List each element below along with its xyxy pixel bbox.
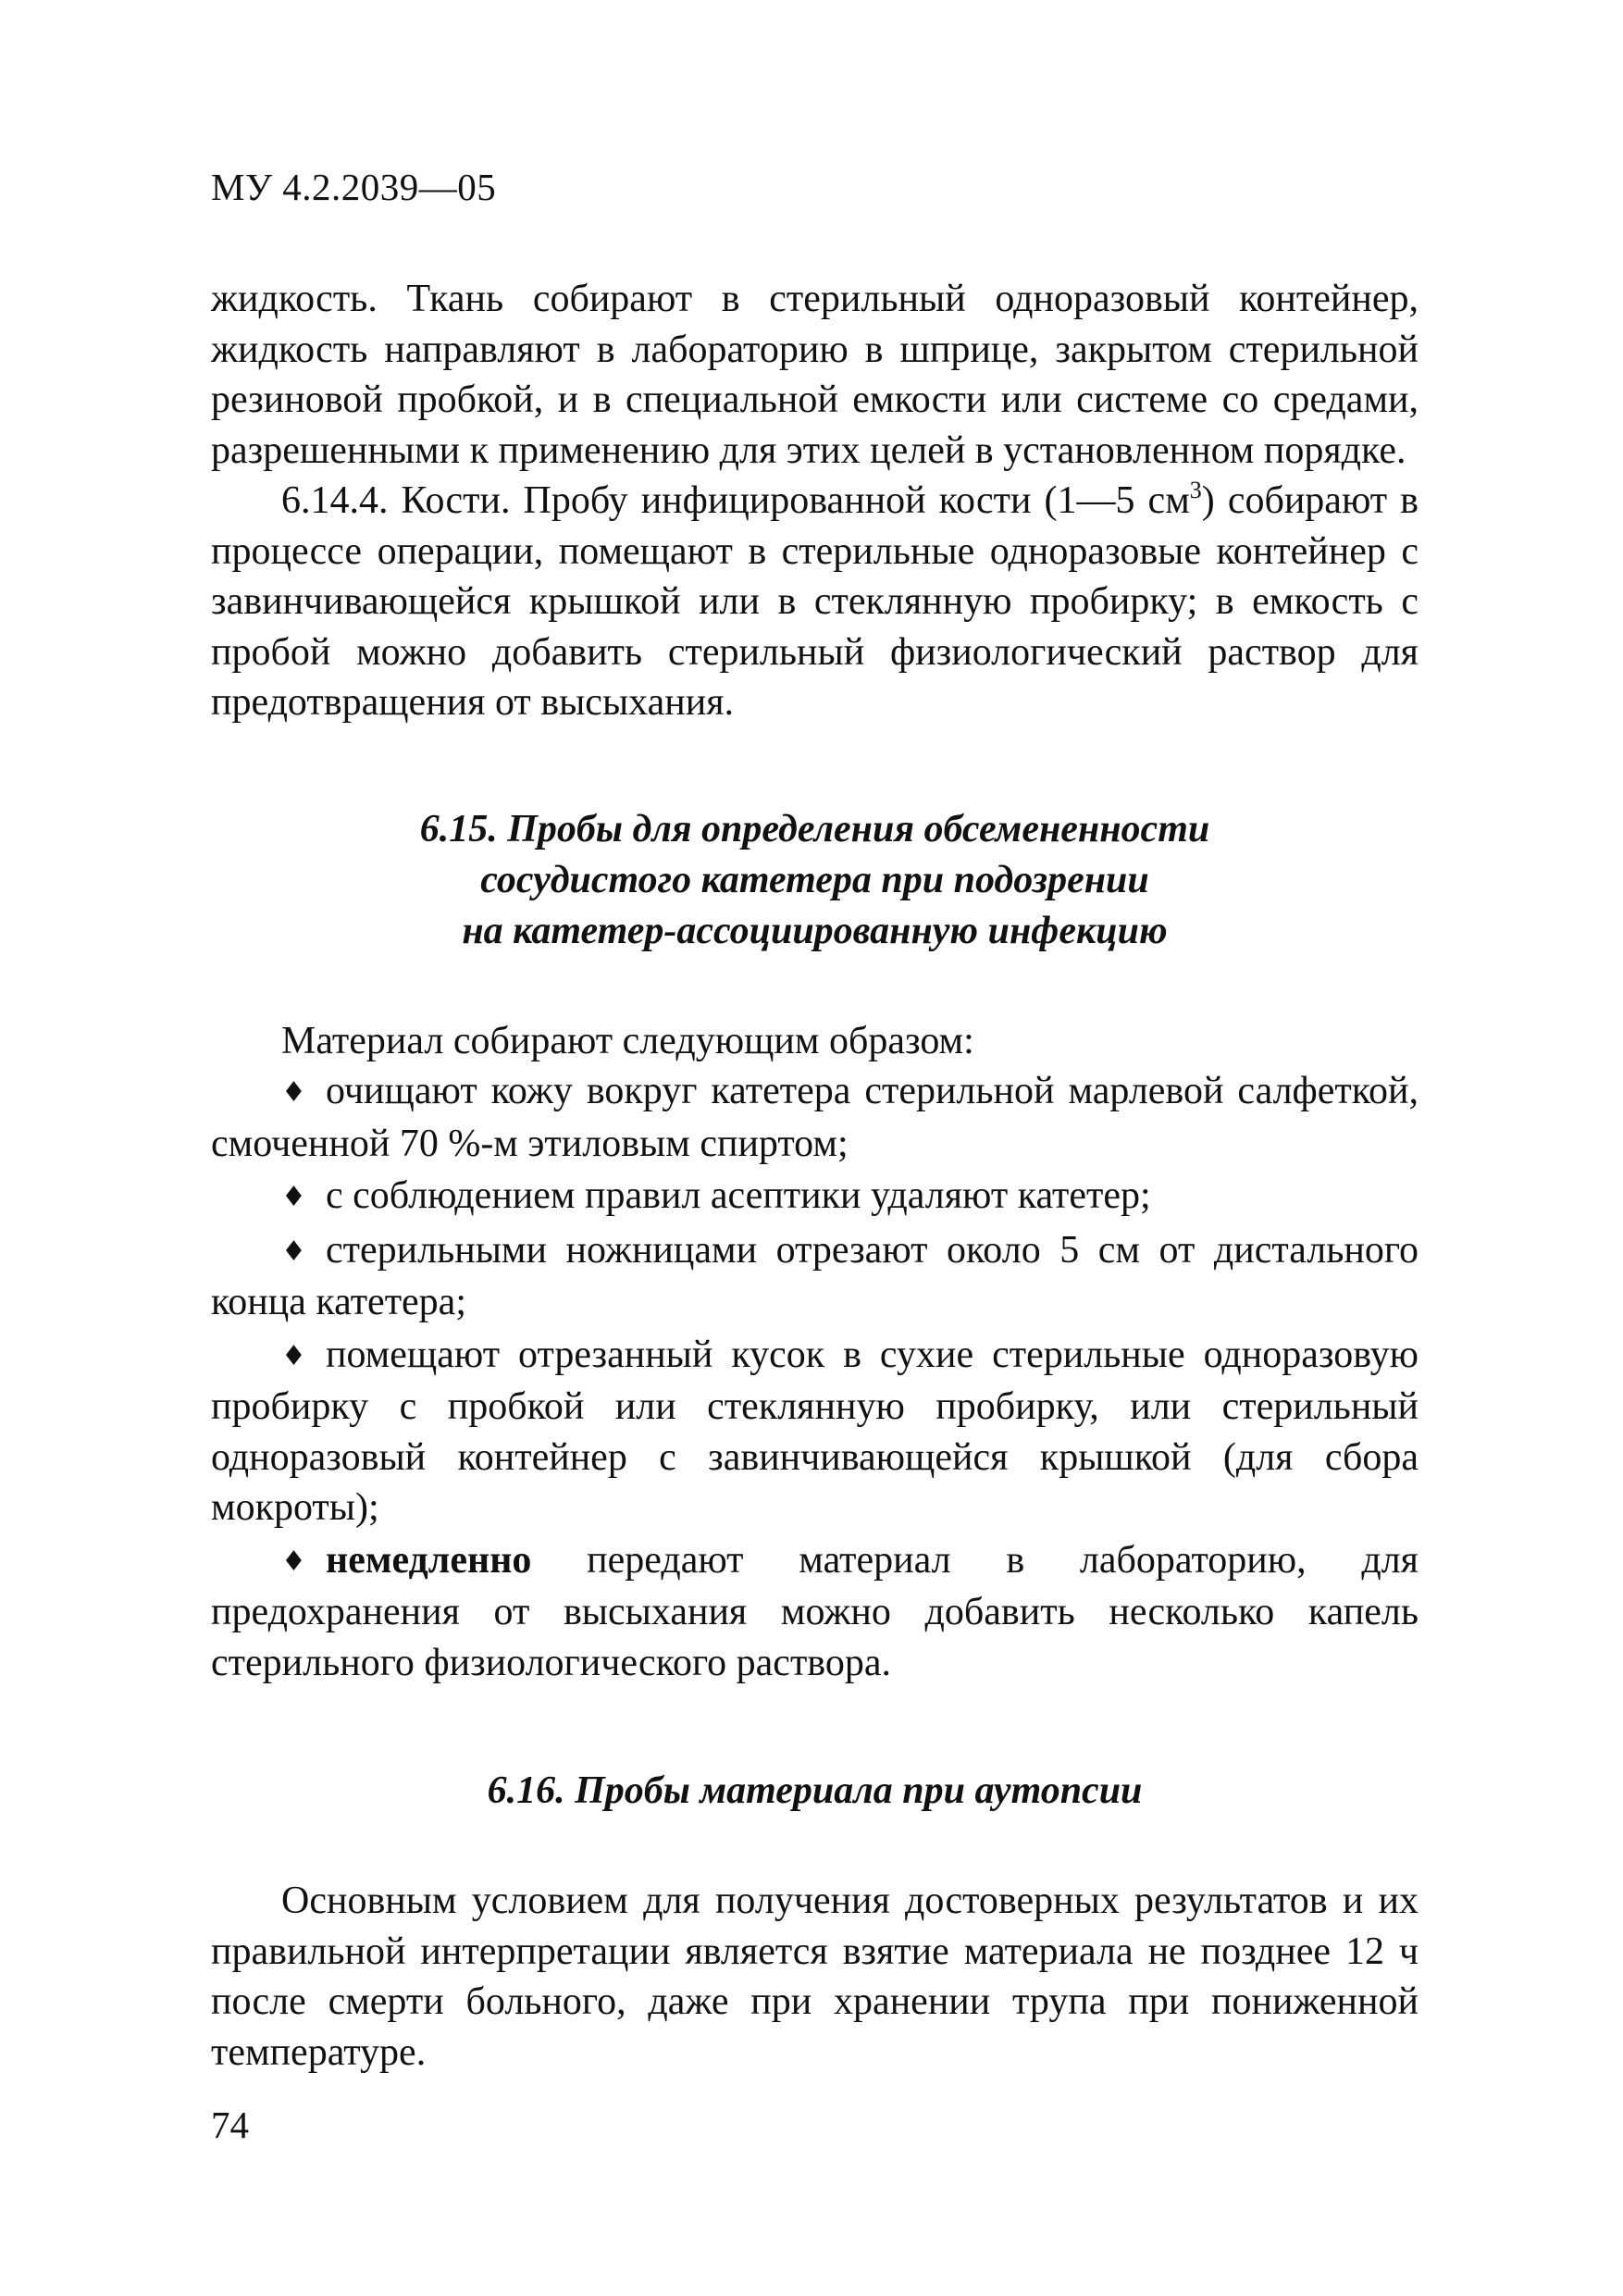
superscript-cubed: 3 (1189, 477, 1202, 503)
page-number: 74 (211, 2104, 249, 2146)
diamond-bullet-icon (281, 1171, 326, 1223)
section-heading-6-15 (211, 804, 1419, 957)
heading-line: 6.15. Пробы для определения обсемененности (419, 807, 1210, 850)
diamond-bullet-icon (281, 1330, 326, 1383)
section-heading-6-16: 6.16. Пробы материала при аутопсии (487, 1769, 1143, 1812)
list-item-text: передают материал в лабораторию, для предохранения от высыхания можно добавить несколько капель стерильного физиологического раствора. (211, 1538, 1419, 1684)
list-item (211, 1066, 1419, 1171)
document-code: МУ 4.2.2039—05 (211, 166, 497, 208)
list-item (211, 1330, 1419, 1535)
page-body (211, 274, 1419, 2078)
list-item-text: очищают кожу вокруг катетера стерильной марлевой салфеткой, смоченной 70 %-м этиловым спиртом; (211, 1070, 1419, 1165)
diamond-glyph: ♦ (281, 1545, 306, 1578)
paragraph-6-14-4-start: 6.14.4. Кости. Пробу инфицированной кости (1—5 см (281, 479, 1190, 522)
heading-line: сосудистого катетера при подозрении (480, 858, 1149, 901)
diamond-glyph: ♦ (281, 1235, 306, 1268)
list-item-text: помещают отрезанный кусок в сухие стерильные одноразовую пробирку с пробкой или стеклянную пробирку, или стерильный одноразовый контейнер с завинчивающейся крышкой (для сбора мокроты); (211, 1333, 1419, 1529)
bullet-list (211, 1066, 1419, 1690)
emphasis-bold: немедленно (326, 1538, 532, 1582)
heading-line: на катетер-ассоциированную инфекцию (462, 909, 1168, 952)
list-item (211, 1225, 1419, 1330)
paragraph-6-16: Основным условием для получения достоверных результатов и их правильной интерпретации является взятие материала не позднее 12 ч после смерти больного, даже при хранении трупа при пониженной температуре. (211, 1880, 1419, 2074)
diamond-bullet-icon (281, 1225, 326, 1278)
list-item (211, 1535, 1419, 1691)
paragraph-6-14-4 (211, 476, 1419, 728)
intro-paragraph: жидкость. Ткань собирают в стерильный одноразовый контейнер, жидкость направляют в лабораторию в шприце, закрытом стерильной резиновой пробкой, и в специальной емкости или системе со средами, разрешенными к применению для этих целей в установленном порядке. (211, 278, 1419, 472)
diamond-bullet-icon (281, 1535, 326, 1588)
list-intro: Материал собирают следующим образом: (281, 1019, 974, 1062)
list-item (211, 1171, 1419, 1225)
diamond-bullet-icon (281, 1066, 326, 1119)
diamond-glyph: ♦ (281, 1181, 306, 1213)
diamond-glyph: ♦ (281, 1076, 306, 1109)
diamond-glyph: ♦ (281, 1339, 306, 1372)
list-item-text: с соблюдением правил асептики удаляют катетер; (326, 1174, 1151, 1217)
list-item-text: стерильными ножницами отрезают около 5 см от дистального конца катетера; (211, 1228, 1419, 1323)
paragraph-6-14-4-end: ) собирают в процессе операции, помещают в стерильные одноразовые контейнер с завинчивающейся крышкой или в стеклянную пробирку; в емкость с пробой можно добавить стерильный физиологический раствор для предотвращения от высыхания. (211, 479, 1419, 724)
